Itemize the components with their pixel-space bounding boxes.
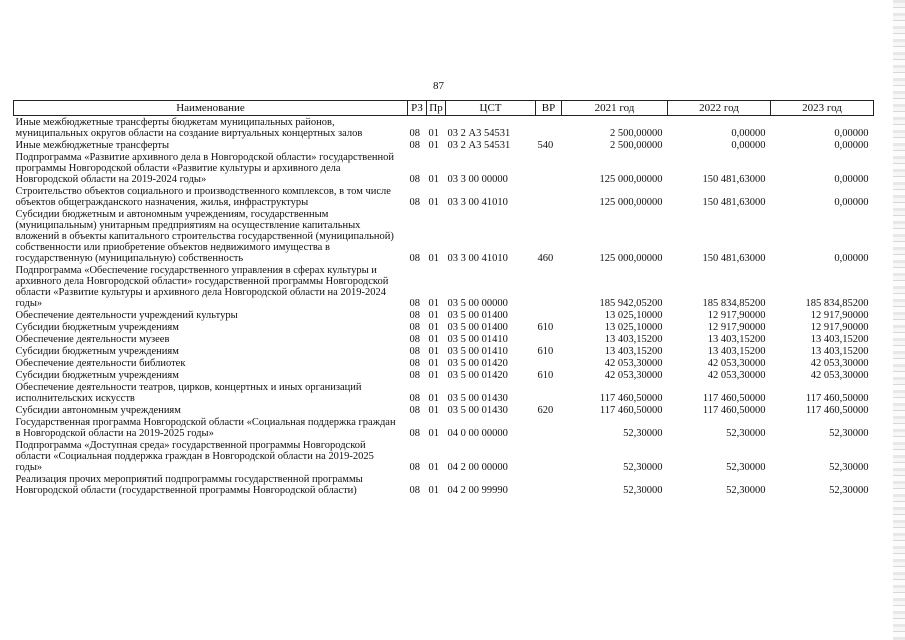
cell-pr: 01 [428,322,439,333]
table-row [14,208,874,264]
budget-table [13,100,874,496]
cell-vr: 610 [537,370,554,381]
table-row [14,151,874,185]
table-row [14,369,874,381]
cell-y2023: 42 053,30000 [810,370,869,381]
header-rz: РЗ [408,101,427,116]
cell-y2022: 13 403,15200 [707,346,766,357]
cell-name: Государственная программа Новгородской области «Социальная поддержка граждан в Новгородской области на 2019-2025 годы» [15,417,396,439]
cell-y2023: 42 053,30000 [810,358,869,369]
cell-y2022: 42 053,30000 [707,358,766,369]
cell-rz: 08 [409,485,420,496]
cell-vr: 620 [537,405,554,416]
cell-pr: 01 [428,358,439,369]
header-vr: ВР [536,101,562,116]
cell-y2021: 42 053,30000 [604,370,663,381]
cell-rz: 08 [409,253,420,264]
cell-name: Подпрограмма «Доступная среда» государственной программы Новгородской области «Социальная поддержка граждан в Новгородской области на 2019-2025 годы» [15,440,374,473]
table-body [14,116,874,497]
cell-name: Обеспечение деятельности библиотек [15,358,186,369]
cell-y2022: 0,00000 [731,128,766,139]
cell-pr: 01 [428,298,439,309]
table-row [14,321,874,333]
cell-name: Строительство объектов социального и производственного комплексов, в том числе объектов общегражданского назначения, жилья, инфраструктуры [15,186,391,208]
cell-pr: 01 [428,346,439,357]
cell-y2021: 13 403,15200 [604,334,663,345]
cell-y2021: 52,30000 [623,485,663,496]
cell-pr: 01 [428,405,439,416]
cell-cst: 04 2 00 00000 [447,462,508,473]
cell-pr: 01 [428,334,439,345]
cell-y2022: 52,30000 [726,428,766,439]
cell-rz: 08 [409,140,420,151]
cell-y2021: 125 000,00000 [599,253,663,264]
cell-pr: 01 [428,310,439,321]
cell-pr: 01 [428,485,439,496]
cell-y2023: 52,30000 [829,428,869,439]
cell-cst: 03 5 00 01400 [447,322,508,333]
cell-cst: 03 3 00 41010 [447,197,508,208]
cell-y2023: 117 460,50000 [805,405,869,416]
cell-y2023: 12 917,90000 [810,322,869,333]
cell-y2023: 12 917,90000 [810,310,869,321]
cell-y2022: 150 481,63000 [702,174,766,185]
table-row [14,345,874,357]
header-2022: 2022 год [668,101,771,116]
cell-y2021: 2 500,00000 [610,128,663,139]
cell-name: Иные межбюджетные трансферты бюджетам муниципальных районов, муниципальных округов области на создание виртуальных концертных залов [15,117,363,139]
table-row [14,439,874,473]
cell-y2022: 185 834,85200 [702,298,766,309]
cell-rz: 08 [409,393,420,404]
cell-y2021: 13 025,10000 [604,322,663,333]
cell-rz: 08 [409,197,420,208]
cell-rz: 08 [409,298,420,309]
cell-rz: 08 [409,405,420,416]
table-row [14,357,874,369]
cell-y2022: 117 460,50000 [702,405,766,416]
cell-y2023: 0,00000 [834,253,869,264]
cell-y2022: 0,00000 [731,140,766,151]
table-row [14,333,874,345]
cell-y2023: 13 403,15200 [810,334,869,345]
cell-name: Субсидии бюджетным учреждениям [15,322,179,333]
cell-vr [536,381,562,404]
header-2021: 2021 год [562,101,668,116]
cell-name: Иные межбюджетные трансферты [15,140,170,151]
cell-y2021: 13 403,15200 [604,346,663,357]
cell-y2021: 52,30000 [623,428,663,439]
cell-pr: 01 [428,140,439,151]
cell-name: Субсидии автономным учреждениям [15,405,181,416]
cell-rz: 08 [409,462,420,473]
scan-edge-artifact [893,0,905,640]
cell-y2022: 13 403,15200 [707,334,766,345]
cell-vr [536,151,562,185]
cell-y2022: 12 917,90000 [707,322,766,333]
cell-y2021: 125 000,00000 [599,197,663,208]
cell-cst: 03 5 00 01400 [447,310,508,321]
cell-y2021: 2 500,00000 [610,140,663,151]
cell-rz: 08 [409,174,420,185]
cell-y2023: 185 834,85200 [805,298,869,309]
cell-name: Субсидии бюджетным учреждениям [15,346,179,357]
table-row [14,185,874,208]
cell-cst: 03 3 00 41010 [447,253,508,264]
cell-vr: 610 [537,322,554,333]
cell-pr: 01 [428,462,439,473]
cell-vr [536,309,562,321]
table-row [14,139,874,151]
cell-pr: 01 [428,197,439,208]
cell-cst: 03 5 00 01420 [447,358,508,369]
cell-y2021: 117 460,50000 [599,393,663,404]
cell-rz: 08 [409,128,420,139]
cell-y2022: 42 053,30000 [707,370,766,381]
cell-rz: 08 [409,370,420,381]
cell-vr [536,357,562,369]
cell-y2022: 150 481,63000 [702,253,766,264]
cell-pr: 01 [428,393,439,404]
table-row [14,416,874,439]
table-row [14,116,874,140]
cell-vr [536,185,562,208]
cell-vr [536,333,562,345]
cell-y2021: 185 942,05200 [599,298,663,309]
cell-y2021: 117 460,50000 [599,405,663,416]
table-header [14,101,874,116]
cell-cst: 04 0 00 00000 [447,428,508,439]
cell-vr: 460 [537,253,554,264]
cell-pr: 01 [428,428,439,439]
cell-pr: 01 [428,174,439,185]
cell-pr: 01 [428,128,439,139]
cell-y2023: 0,00000 [834,140,869,151]
cell-y2023: 52,30000 [829,485,869,496]
cell-cst: 03 5 00 01410 [447,334,508,345]
cell-name: Реализация прочих мероприятий подпрограммы государственной программы Новгородской области (государственной программы Новгородской области) [15,474,363,496]
cell-y2023: 0,00000 [834,197,869,208]
cell-vr [536,116,562,140]
header-2023: 2023 год [771,101,874,116]
cell-y2021: 52,30000 [623,462,663,473]
cell-vr [536,264,562,309]
cell-vr: 540 [537,140,554,151]
cell-vr [536,439,562,473]
cell-name: Подпрограмма «Развитие архивного дела в Новгородской области» государственной программы Новгородской области «Развитие культуры и архивного дела Новгородской области на 2019-2024 годы» [15,152,394,185]
cell-cst: 03 5 00 01430 [447,405,508,416]
cell-rz: 08 [409,346,420,357]
header-cst: ЦСТ [446,101,536,116]
cell-name: Субсидии бюджетным учреждениям [15,370,179,381]
cell-rz: 08 [409,310,420,321]
cell-y2021: 42 053,30000 [604,358,663,369]
header-pr: Пр [427,101,446,116]
cell-cst: 03 2 А3 54531 [447,128,511,139]
cell-name: Подпрограмма «Обеспечение государственного управления в сферах культуры и архивного дела Новгородской области» государственной программы Новгородской области «Развитие культуры и архивного дела Новгородской области на 2019-2024 годы» [15,265,389,309]
cell-pr: 01 [428,370,439,381]
table-row [14,264,874,309]
cell-name: Обеспечение деятельности музеев [15,334,170,345]
table-row [14,404,874,416]
cell-pr: 01 [428,253,439,264]
cell-cst: 04 2 00 99990 [447,485,508,496]
cell-name: Обеспечение деятельности театров, цирков, концертных и иных организаций исполнительских искусств [15,382,362,404]
cell-y2022: 52,30000 [726,485,766,496]
cell-vr [536,416,562,439]
cell-name: Обеспечение деятельности учреждений культуры [15,310,238,321]
cell-name: Субсидии бюджетным и автономным учреждениям, государственным (муниципальным) унитарным предприятиям на осуществление капитальных вложений в объекты капитального строительства государственной (муниципальной) собственности или приобретение объектов недвижимого имущества в государственную (муниципальную) собственность [15,209,394,264]
cell-rz: 08 [409,358,420,369]
cell-vr: 610 [537,346,554,357]
cell-y2022: 12 917,90000 [707,310,766,321]
cell-rz: 08 [409,334,420,345]
cell-y2021: 13 025,10000 [604,310,663,321]
cell-y2021: 125 000,00000 [599,174,663,185]
table-row [14,309,874,321]
cell-cst: 03 5 00 01420 [447,370,508,381]
table-row [14,473,874,496]
cell-rz: 08 [409,428,420,439]
cell-y2022: 150 481,63000 [702,197,766,208]
cell-cst: 03 5 00 01430 [447,393,508,404]
cell-y2023: 117 460,50000 [805,393,869,404]
cell-cst: 03 5 00 00000 [447,298,508,309]
cell-cst: 03 3 00 00000 [447,174,508,185]
cell-y2023: 0,00000 [834,128,869,139]
cell-y2023: 13 403,15200 [810,346,869,357]
cell-y2023: 52,30000 [829,462,869,473]
cell-vr [536,473,562,496]
cell-rz: 08 [409,322,420,333]
page-number: 87 [433,80,444,92]
cell-y2023: 0,00000 [834,174,869,185]
table-row [14,381,874,404]
cell-y2022: 52,30000 [726,462,766,473]
header-name: Наименование [14,101,408,116]
cell-cst: 03 5 00 01410 [447,346,508,357]
cell-y2022: 117 460,50000 [702,393,766,404]
cell-cst: 03 2 А3 54531 [447,140,511,151]
